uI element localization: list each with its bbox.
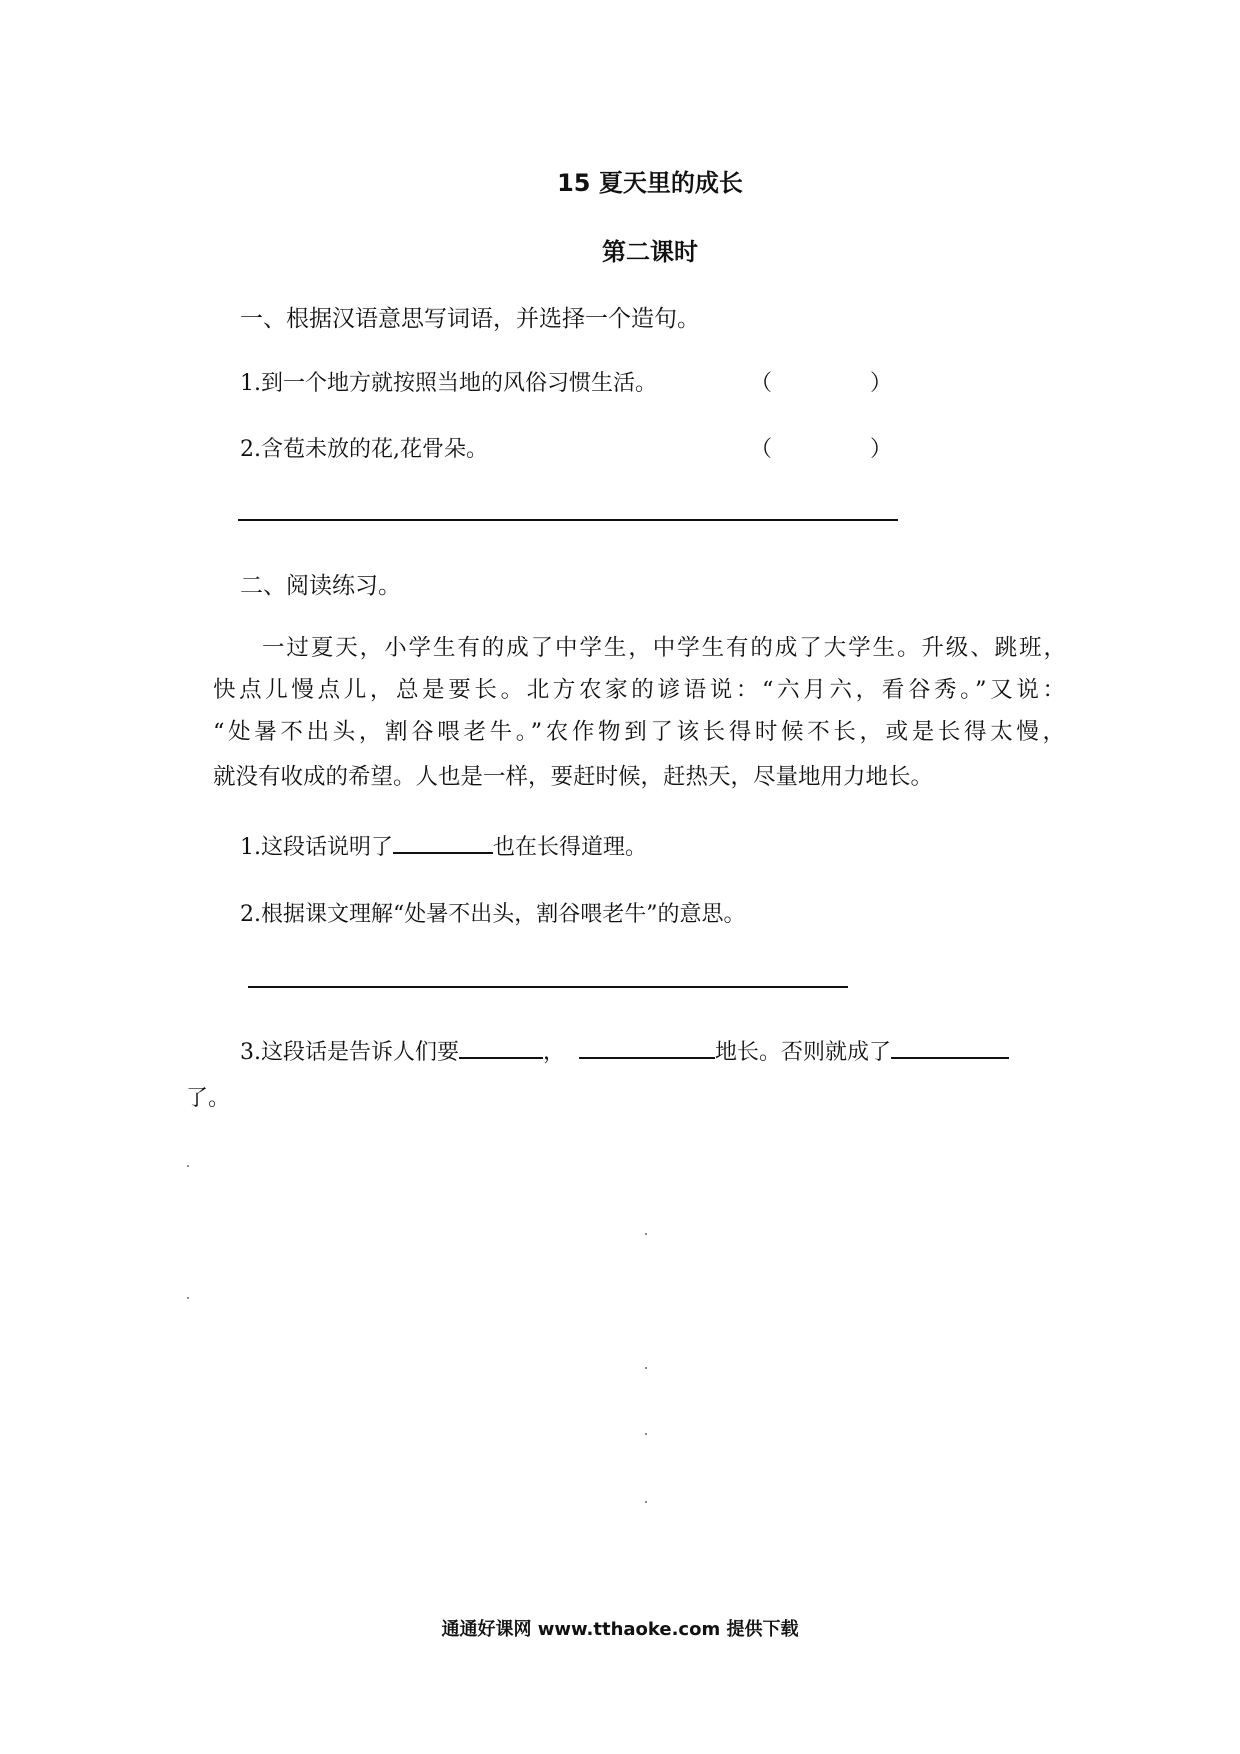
answer-paren-close-1: ） <box>870 371 893 396</box>
question-2-answer-line <box>248 986 848 988</box>
question-2: 2.根据课文理解“处暑不出头，割谷喂老牛”的意思。 <box>240 902 746 927</box>
question-3-blank-1 <box>459 1035 543 1059</box>
question-1-blank <box>393 830 493 854</box>
vocab-item-1: 1.到一个地方就按照当地的风俗习惯生活。 <box>240 371 657 396</box>
page-title: 15 夏天里的成长 <box>557 169 743 197</box>
passage-line-3: “处暑不出头，割谷喂老牛。”农作物到了该长得时候不长，或是长得太慢， <box>213 719 1065 745</box>
scan-dot <box>645 1233 647 1235</box>
passage-line-4: 就没有收成的希望。人也是一样，要赶时候，赶热天，尽量地用力地长。 <box>213 764 934 790</box>
section1-heading: 一、根据汉语意思写词语，并选择一个造句。 <box>240 306 700 332</box>
section2-heading: 二、阅读练习。 <box>240 573 401 599</box>
question-3-ending: 了。 <box>186 1086 231 1111</box>
question-3 <box>240 1035 1009 1066</box>
question-3-middle: 地长。否则就成了 <box>715 1040 892 1065</box>
scan-dot <box>187 1297 189 1299</box>
scan-dot <box>645 1501 647 1503</box>
answer-paren-open-2: （ <box>750 437 773 462</box>
question-3-blank-2 <box>579 1035 715 1059</box>
footer-source: 通通好课网 www.tthaoke.com 提供下载 <box>441 1619 799 1640</box>
page-subtitle: 第二课时 <box>602 238 698 266</box>
vocab-item-2: 2.含苞未放的花,花骨朵。 <box>240 437 488 462</box>
passage-line-2: 快点儿慢点儿，总是要长。北方农家的谚语说：“六月六，看谷秀。”又说： <box>213 677 1065 703</box>
passage-line-1: 一过夏天，小学生有的成了中学生，中学生有的成了大学生。升级、跳班， <box>262 635 1066 661</box>
question-1-prefix: 1.这段话说明了 <box>240 835 393 860</box>
scan-dot <box>645 1433 647 1435</box>
sentence-answer-line <box>238 519 898 521</box>
question-3-prefix: 3.这段话是告诉人们要 <box>240 1040 459 1065</box>
question-1 <box>240 830 647 861</box>
scan-dot <box>645 1367 647 1369</box>
question-1-suffix: 也在长得道理。 <box>493 835 648 860</box>
scan-dot <box>187 1165 189 1167</box>
question-3-separator: ， <box>543 1040 566 1065</box>
answer-paren-close-2: ） <box>870 437 893 462</box>
answer-paren-open-1: （ <box>750 371 773 396</box>
question-3-blank-3 <box>891 1035 1009 1059</box>
